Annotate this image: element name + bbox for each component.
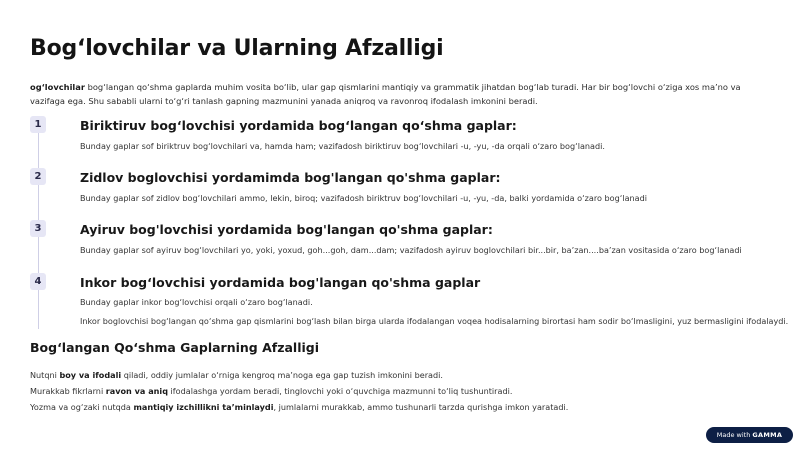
advantage-bold: ravon va aniq — [105, 386, 168, 396]
step-title: Zidlov boglovchisi yordamimda bog'langan qo'shma gaplar: — [80, 170, 501, 185]
advantage-text: Nutqni — [30, 370, 60, 380]
intro-text: bog‘langan qo‘shma gaplarda muhim vosita bo‘lib, ular gap qismlarini mantiqiy va grammatik jihatdan bog‘lab turadi. Har bir bog‘lovchi o‘ziga xos ma’no va vazifaga ega. Shu sababli ularni to‘g‘ri tanlash gapning mazmunini yanada aniqroq va ravonroq ifodalash imkonini beradi. — [30, 82, 741, 106]
advantage-text: Murakkab fikrlarni — [30, 386, 106, 396]
step-number-badge: 1 — [30, 116, 46, 133]
advantage-line — [30, 386, 512, 397]
step-number-badge: 4 — [30, 273, 46, 290]
step-title: Ayiruv bog'lovchisi yordamida bog'langan qo'shma gaplar: — [80, 222, 493, 237]
advantage-text: qiladi, oddiy jumlalar o‘rniga kengroq ma’noga ega gap tuzish imkonini beradi. — [121, 370, 443, 380]
intro-bold-term: og‘lovchilar — [30, 82, 85, 92]
step-number-badge: 2 — [30, 168, 46, 185]
advantage-text: ifodalashga yordam beradi, tinglovchi yoki o‘quvchiga mazmunni to‘liq tushuntiradi. — [167, 386, 513, 396]
made-with-gamma-badge[interactable] — [706, 427, 793, 443]
advantage-bold: boy va ifodali — [59, 370, 122, 380]
page-title: Bog‘lovchilar va Ularning Afzalligi — [30, 36, 444, 61]
advantage-text: , jumlalarni murakkab, ammo tushunarli tarzda qurishga imkon yaratadi. — [273, 402, 569, 412]
step-title: Biriktiruv bog‘lovchisi yordamida bog‘langan qo‘shma gaplar: — [80, 118, 517, 133]
step-title: Inkor bog‘lovchisi yordamida bog'langan qo'shma gaplar — [80, 275, 481, 290]
step-description: Bunday gaplar sof ayiruv bog‘lovchilari yo, yoki, yoxud, goh...goh, dam...dam; vazifadosh ayiruv boglovchilari bir...bir, ba’zan....ba’zan vositasida o‘zaro bog‘lanadi — [80, 245, 742, 255]
advantage-line — [30, 370, 443, 381]
intro-paragraph — [30, 81, 770, 108]
advantage-text: Yozma va og‘zaki nutqda — [30, 402, 134, 412]
step-description: Bunday gaplar sof biriktruv bog‘lovchilari va, hamda ham; vazifadosh biriktiruv bog‘lovchilari -u, -yu, -da orqali o‘zaro bog‘lanadi. — [80, 141, 605, 151]
step-description: Inkor boglovchisi bog‘langan qo‘shma gap qismlarini bog‘lash bilan birga ularda ifodalangan voqea hodisalarning birortasi ham sodir bo‘lmasligini, yuz bermasligini ifodalaydi. — [80, 316, 789, 326]
advantage-bold: mantiqiy izchillikni ta’minlaydi — [133, 402, 274, 412]
gamma-logo: GAMMA — [752, 431, 783, 439]
advantages-title: Bog‘langan Qo‘shma Gaplarning Afzalligi — [30, 340, 319, 355]
step-number-badge: 3 — [30, 220, 46, 237]
made-with-label: Made with — [716, 431, 751, 439]
step-description: Bunday gaplar sof zidlov bog‘lovchilari ammo, lekin, biroq; vazifadosh biriktruv bog‘lovchilari -u, -yu, -da, balki yordamida o‘zaro bog‘lanadi — [80, 193, 648, 203]
advantage-line — [30, 402, 568, 413]
step-description: Bunday gaplar inkor bog‘lovchisi orqali o‘zaro bog‘lanadi. — [80, 297, 313, 307]
